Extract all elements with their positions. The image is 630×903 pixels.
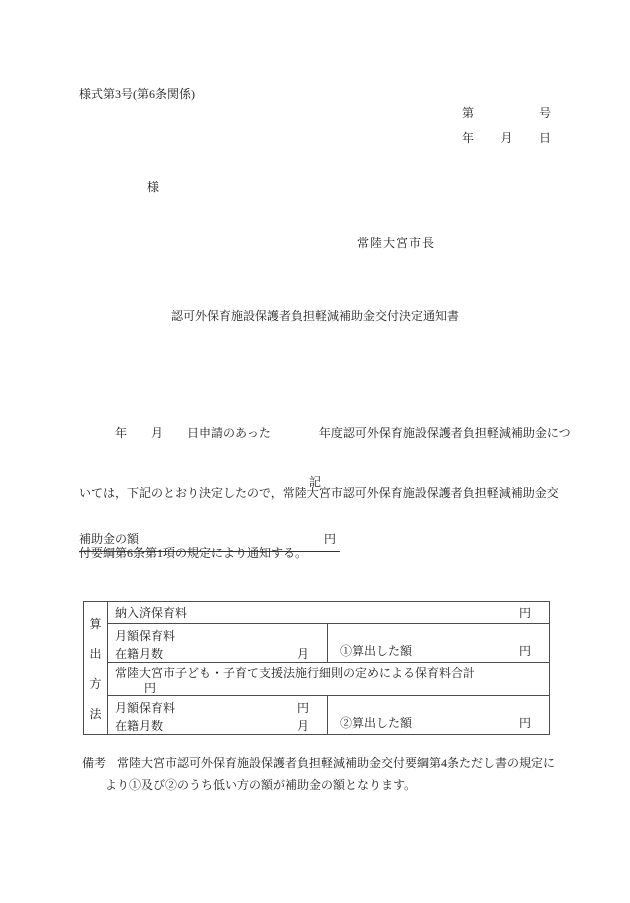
method-header-vertical <box>84 602 108 734</box>
table-main-column <box>108 602 549 734</box>
ordinance-total-label: 常陸大宮市子ども・子育て支援法施行細則の定めによる保育料合計 <box>115 666 476 680</box>
table-row-calc1 <box>108 624 549 663</box>
remarks-text-line: 常陸大宮市認可外保育施設保護者負担軽減補助金交付要綱第4条ただし書の規定に <box>117 756 556 770</box>
date-day-label: 日 <box>538 131 551 145</box>
enrolled-months-line <box>108 645 327 663</box>
ki-section-marker: 記 <box>308 475 321 489</box>
date-year-label: 年 <box>462 131 475 145</box>
method-char: 方 <box>89 676 102 691</box>
document-title: 認可外保育施設保護者負担軽減補助金交付決定通知書 <box>170 309 459 323</box>
table-row-paid-fee <box>108 602 549 624</box>
date-line <box>462 129 551 146</box>
monthly-fee-line <box>108 627 327 645</box>
table-row-ordinance-total <box>108 663 549 696</box>
calc2-result-cell <box>328 696 549 734</box>
doc-number-prefix: 第 <box>462 106 475 120</box>
monthly-fee-label: 月額保育料 <box>115 701 176 716</box>
addressee-honorific: 様 <box>147 180 160 194</box>
method-char: 算 <box>89 616 102 631</box>
body-line: いては，下記のとおり決定したので，常陸大宮市認可外保育施設保護者負担軽減補助金交 <box>79 486 559 500</box>
calc1-input-cell <box>108 624 328 662</box>
method-char: 法 <box>89 706 102 721</box>
calculation-method-table <box>83 601 550 735</box>
sender-mayor-name: 常陸大宮市長 <box>357 236 436 250</box>
calc2-result-label: ②算出した額 <box>340 716 413 730</box>
subsidy-amount-line <box>79 530 340 552</box>
enrolled-months-label: 在籍月数 <box>115 646 164 661</box>
enrolled-months-unit: 月 <box>296 718 309 733</box>
document-number-line <box>462 104 551 121</box>
subsidy-amount-label: 補助金の額 <box>79 532 140 546</box>
date-month-label: 月 <box>500 131 513 145</box>
monthly-fee-line <box>108 699 327 717</box>
body-line: 付要綱第6条第1項の規定により通知する。 <box>79 546 308 560</box>
paid-fee-unit: 円 <box>518 606 531 620</box>
enrolled-months-line <box>108 717 327 735</box>
method-char: 出 <box>89 646 102 661</box>
form-number-label: 様式第3号(第6条関係) <box>79 87 195 101</box>
monthly-fee-unit: 円 <box>296 701 309 716</box>
subsidy-amount-unit: 円 <box>323 532 336 546</box>
enrolled-months-unit: 月 <box>296 646 309 661</box>
calc1-result-label: ①算出した額 <box>340 644 413 658</box>
calc1-result-unit: 円 <box>518 644 531 658</box>
body-line: 年 月 日申請のあった 年度認可外保育施設保護者負担軽減補助金につ <box>79 426 571 440</box>
body-paragraph <box>79 383 571 603</box>
calc2-result-unit: 円 <box>518 716 531 730</box>
calc1-result-cell <box>328 624 549 662</box>
remarks-label: 備考 <box>82 756 107 770</box>
calc2-input-cell <box>108 696 328 734</box>
remarks-text-line: より①及び②のうち低い方の額が補助金の額となります。 <box>105 778 417 792</box>
monthly-fee-label: 月額保育料 <box>115 629 176 644</box>
doc-number-suffix: 号 <box>538 106 551 120</box>
enrolled-months-label: 在籍月数 <box>115 718 164 733</box>
table-row-calc2 <box>108 696 549 734</box>
ordinance-total-unit: 円 <box>144 681 157 695</box>
paid-fee-label: 納入済保育料 <box>115 606 188 620</box>
